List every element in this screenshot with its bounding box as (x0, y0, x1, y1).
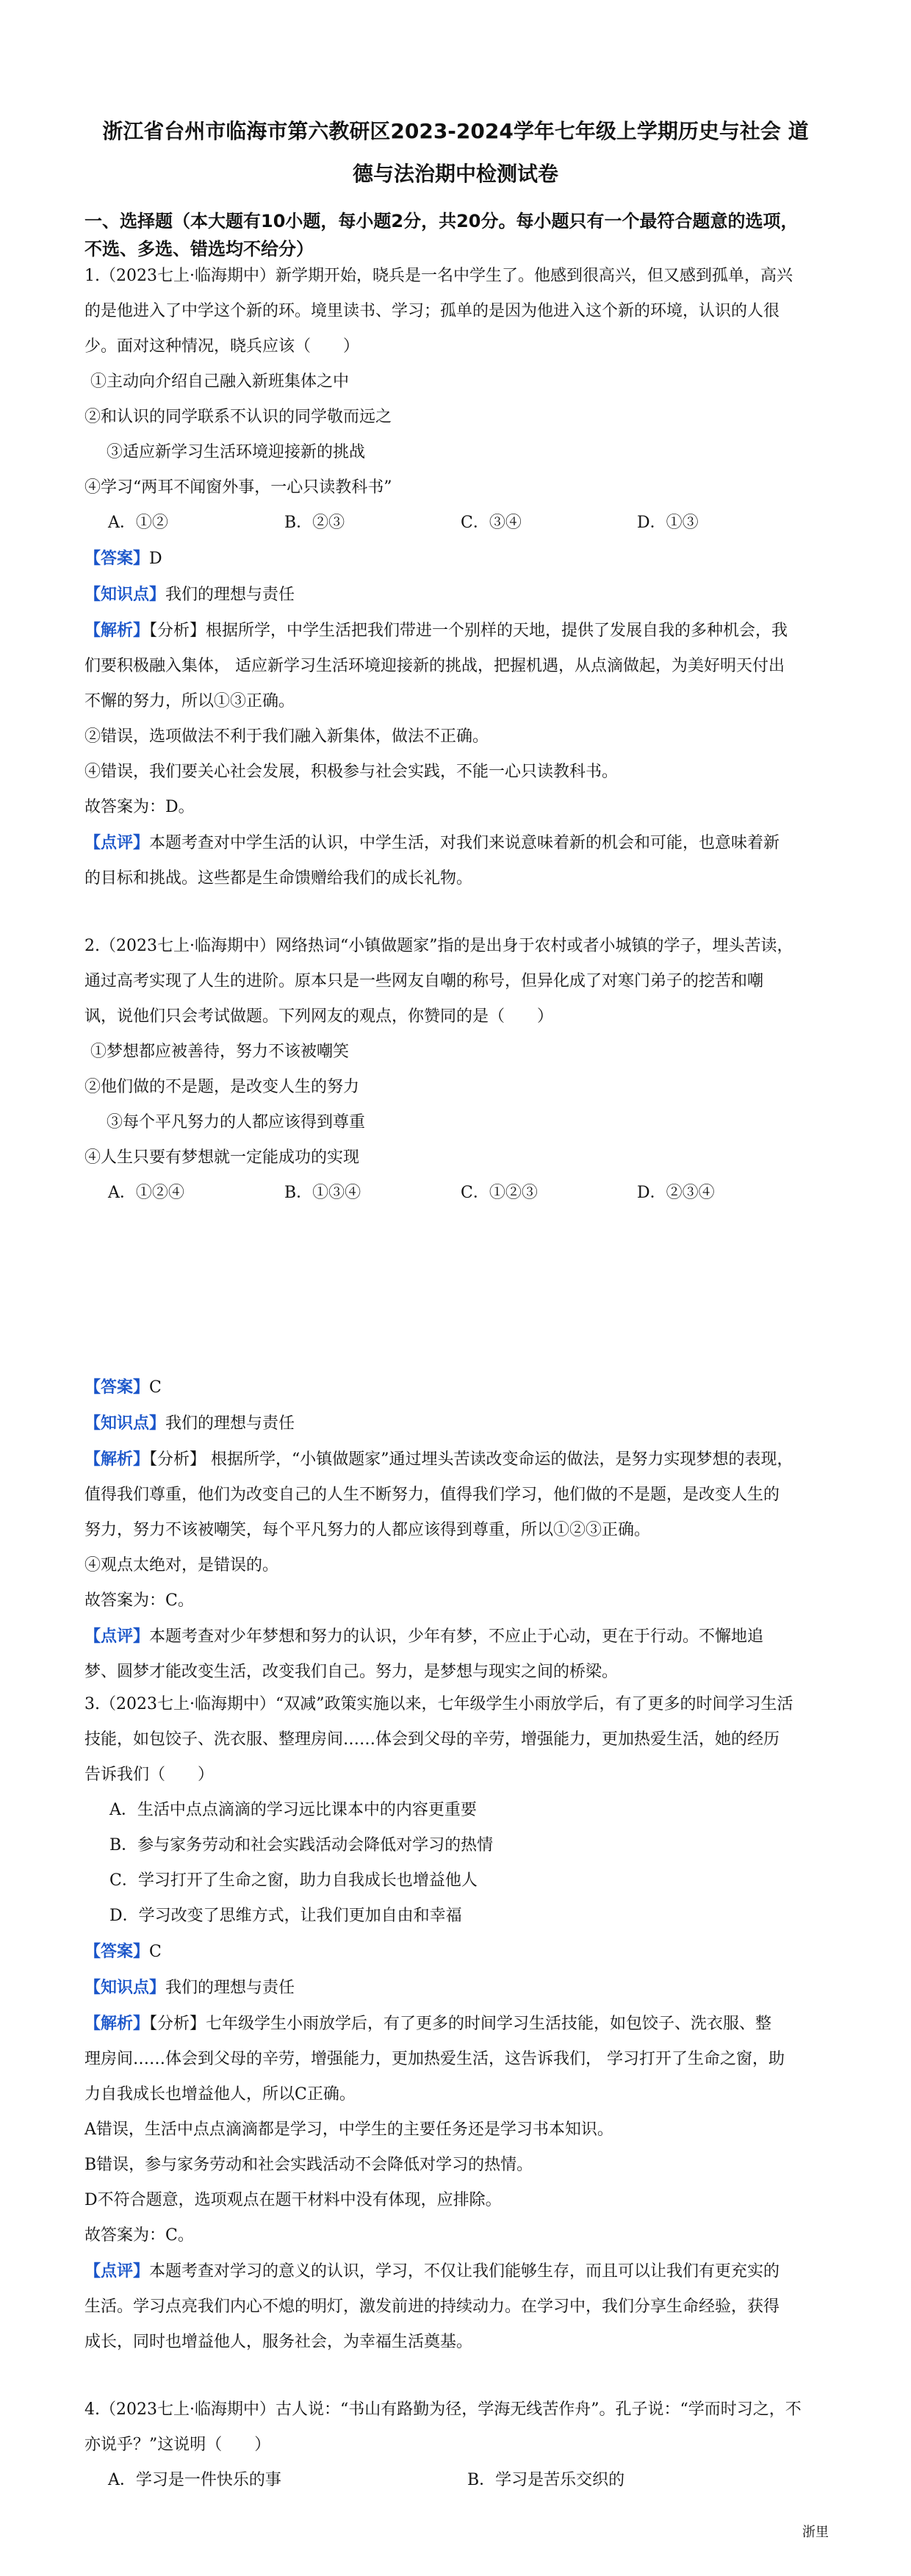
question-stem-line: 通过高考实现了人生的进阶。原本只是一些网友自嘲的称号，但异化成了对寒门弟子的挖苦和嘲 (84, 972, 764, 990)
statement-option: ①梦想都应被善待，努力不该被嘲笑 (90, 1043, 350, 1061)
answer-tag: 【答案】 (84, 1378, 150, 1397)
answer-choices (84, 1176, 827, 1211)
knowledge-point: 我们的理想与责任 (165, 1414, 295, 1433)
choice-d: D．学习改变了思维方式，让我们更加自由和幸福 (109, 1907, 462, 1925)
choice-d: D．①③ (637, 514, 699, 532)
choice-a: A．生活中点点滴滴的学习远比课本中的内容更重要 (109, 1801, 477, 1819)
comment-text: 本题考查对学习的意义的认识，学习，不仅让我们能够生存，而且可以让我们有更充实的 (149, 2262, 780, 2281)
question-stem-line: 的是他进入了中学这个新的环。境里读书、学习；孤单的是因为他进入这个新的环境，认识的人很 (84, 302, 780, 320)
answer-value: C (149, 1378, 162, 1397)
analysis-text: 力自我成长也增益他人，所以C正确。 (84, 2085, 356, 2104)
analysis-text: 故答案为：C。 (84, 2226, 194, 2245)
analysis-text: ②错误，选项做法不利于我们融入新集体，做法不正确。 (84, 727, 489, 746)
question-stem-line: 1.（2023七上·临海期中）新学期开始，晓兵是一名中学生了。他感到很高兴，但又感到孤单，高兴 (84, 267, 793, 285)
analysis-text: 理房间……体会到父母的辛劳，增强能力，更加热爱生活，这告诉我们， 学习打开了生命之窗，助 (84, 2050, 785, 2068)
comment-text: 生活。学习点亮我们内心不熄的明灯，激发前进的持续动力。在学习中，我们分享生命经验，获得 (84, 2298, 780, 2316)
knowledge-point: 我们的理想与责任 (165, 1979, 295, 1997)
analysis-text: 努力，努力不该被嘲笑，每个平凡努力的人都应该得到尊重，所以①②③正确。 (84, 1521, 651, 1539)
knowledge-point: 我们的理想与责任 (165, 586, 295, 604)
analysis-text: 【分析】七年级学生小雨放学后，有了更多的时间学习生活技能，如包饺子、洗衣服、整 (149, 2015, 772, 2033)
comment-text: 的目标和挑战。这些都是生命馈赠给我们的成长礼物。 (84, 869, 473, 888)
question-stem-line: 2.（2023七上·临海期中）网络热词“小镇做题家”指的是出身于农村或者小城镇的学子，埋头苦读， (84, 937, 793, 955)
comment-tag: 【点评】 (84, 833, 150, 852)
analysis-text: 值得我们尊重，他们为改变自己的人生不断努力，值得我们学习，他们做的不是题，是改变人生的 (84, 1486, 780, 1504)
title-line-2: 德与法治期中检测试卷 (352, 162, 558, 186)
question-stem-line: 技能，如包饺子、洗衣服、整理房间……体会到父母的辛劳，增强能力，更加热爱生活，她的经历 (84, 1730, 780, 1749)
analysis-text: 故答案为：C。 (84, 1591, 194, 1610)
analysis-text: D不符合题意，选项观点在题干材料中没有体现，应排除。 (84, 2191, 502, 2209)
question-2-solution (84, 1370, 827, 1690)
section-heading-line-1: 一、选择题（本大题有10小题，每小题2分，共20分。每小题只有一个最符合题意的选项， (84, 211, 799, 231)
comment-tag: 【点评】 (84, 1627, 150, 1646)
answer-tag: 【答案】 (84, 1942, 150, 1961)
choice-a: A．学习是一件快乐的事 (108, 2471, 281, 2489)
question-4 (84, 2392, 827, 2498)
analysis-text: B错误，参与家务劳动和社会实践活动不会降低对学习的热情。 (84, 2156, 533, 2174)
knowledge-point-tag: 【知识点】 (84, 1978, 166, 1997)
statement-option: ④学习“两耳不闻窗外事，一心只读教科书” (84, 478, 392, 497)
knowledge-point-tag: 【知识点】 (84, 585, 166, 604)
section-heading (84, 207, 827, 263)
comment-tag: 【点评】 (84, 2262, 150, 2281)
analysis-text: ④观点太绝对，是错误的。 (84, 1556, 279, 1575)
statement-option: ①主动向介绍自己融入新班集体之中 (90, 373, 350, 391)
analysis-text: ④错误，我们要关心社会发展，积极参与社会实践，不能一心只读教科书。 (84, 763, 619, 781)
question-3 (84, 1687, 827, 2360)
analysis-tag: 【解析】 (84, 2014, 150, 2033)
comment-text: 本题考查对少年梦想和努力的认识，少年有梦，不应止于心动，更在于行动。不懈地追 (149, 1627, 764, 1646)
statement-option: ③适应新学习生活环境迎接新的挑战 (107, 443, 366, 461)
analysis-text: 们要积极融入集体， 适应新学习生活环境迎接新的挑战，把握机遇，从点滴做起，为美好明天付出 (84, 657, 785, 675)
choice-c: C．学习打开了生命之窗，助力自我成长也增益他人 (109, 1871, 478, 1890)
choice-a: A．①②④ (108, 1184, 184, 1202)
section-heading-line-2: 不选、多选、错选均不给分） (84, 239, 314, 259)
answer-value: C (149, 1943, 162, 1961)
analysis-text: 不懈的努力，所以①③正确。 (84, 692, 295, 710)
analysis-text: 故答案为：D。 (84, 798, 195, 816)
question-stem-line: 3.（2023七上·临海期中）“双减”政策实施以来，七年级学生小雨放学后，有了更多的时间学习生活 (84, 1695, 793, 1713)
page-footer: 浙里 (802, 2525, 829, 2540)
comment-text: 成长，同时也增益他人，服务社会，为幸福生活奠基。 (84, 2333, 473, 2351)
choice-b: B．②③ (284, 514, 345, 532)
question-stem-line: 告诉我们（ ） (84, 1766, 215, 1784)
statement-option: ③每个平凡努力的人都应该得到尊重 (107, 1113, 366, 1132)
exam-title (81, 110, 830, 195)
statement-option: ②他们做的不是题，是改变人生的努力 (84, 1078, 360, 1096)
choice-b: B．①③④ (284, 1184, 361, 1202)
analysis-tag: 【解析】 (84, 1450, 150, 1469)
question-stem-line: 亦说乎？”这说明（ ） (84, 2436, 271, 2454)
analysis-tag: 【解析】 (84, 621, 150, 640)
answer-choices (84, 2463, 827, 2498)
comment-text: 梦、圆梦才能改变生活，改变我们自己。努力，是梦想与现实之间的桥梁。 (84, 1663, 619, 1681)
statement-option: ④人生只要有梦想就一定能成功的实现 (84, 1148, 360, 1167)
answer-tag: 【答案】 (84, 549, 150, 568)
statement-option: ②和认识的同学联系不认识的同学敬而远之 (84, 408, 392, 426)
choice-b: B．参与家务劳动和社会实践活动会降低对学习的热情 (109, 1836, 494, 1854)
answer-value: D (149, 550, 162, 568)
question-2 (84, 929, 827, 1211)
analysis-text: 【分析】根据所学，中学生活把我们带进一个别样的天地，提供了发展自我的多种机会，我 (149, 622, 788, 640)
question-stem-line: 少。面对这种情况，晓兵应该（ ） (84, 337, 360, 356)
choice-b: B．学习是苦乐交织的 (467, 2471, 625, 2489)
question-stem-line: 4.（2023七上·临海期中）古人说：“书山有路勤为径，学海无线苦作舟”。孔子说：“学而时习之，不 (84, 2400, 802, 2419)
choice-a: A．①② (108, 514, 168, 532)
choice-c: C．③④ (461, 514, 522, 532)
comment-text: 本题考查对中学生活的认识，中学生活，对我们来说意味着新的机会和可能，也意味着新 (149, 834, 780, 852)
choice-d: D．②③④ (637, 1184, 715, 1202)
analysis-text: A错误，生活中点点滴滴都是学习，中学生的主要任务还是学习书本知识。 (84, 2120, 613, 2139)
knowledge-point-tag: 【知识点】 (84, 1414, 166, 1433)
question-stem-line: 讽，说他们只会考试做题。下列网友的观点，你赞同的是（ ） (84, 1007, 554, 1026)
question-1 (84, 259, 827, 896)
title-line-1: 浙江省台州市临海市第六教研区2023-2024学年七年级上学期历史与社会 道 (102, 119, 809, 143)
answer-choices (84, 506, 827, 541)
analysis-text: 【分析】 根据所学，“小镇做题家”通过埋头苦读改变命运的做法，是努力实现梦想的表现， (149, 1450, 793, 1469)
choice-c: C．①②③ (461, 1184, 538, 1202)
